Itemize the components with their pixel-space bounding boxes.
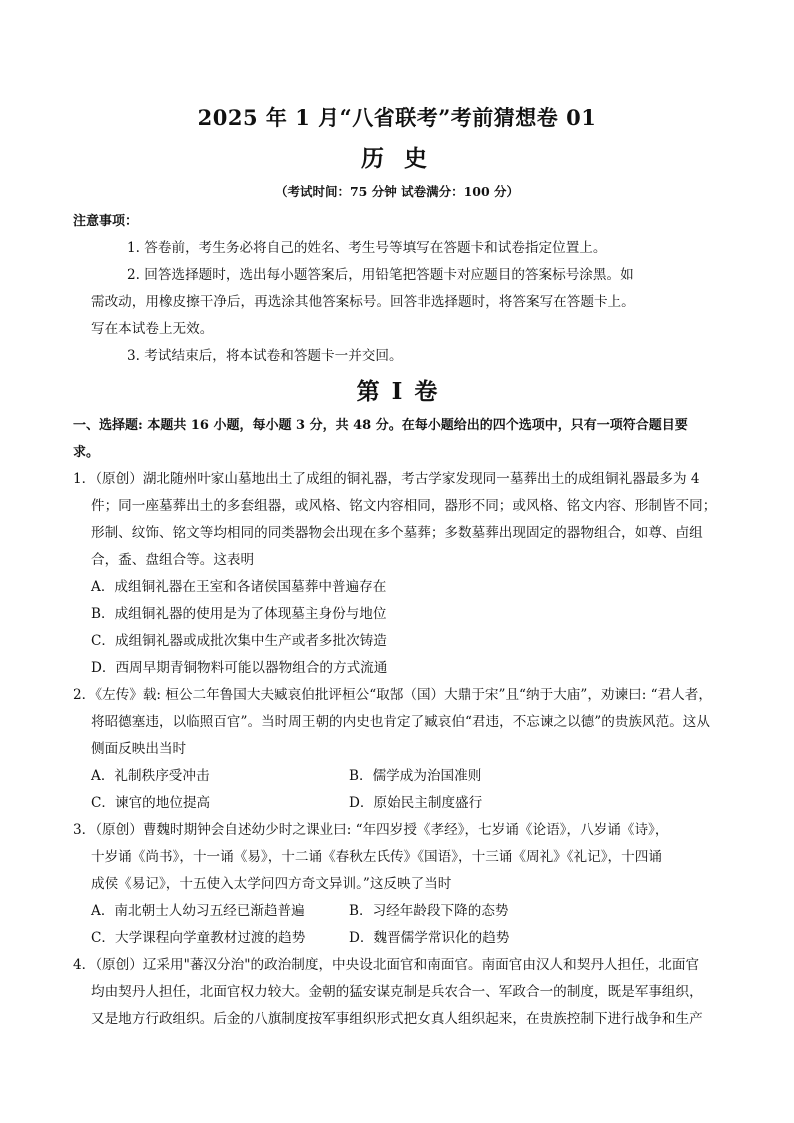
note-line: 3. 考试结束后，将本试卷和答题卡一并交回。	[127, 348, 403, 364]
question-3	[73, 817, 723, 952]
exam-info: （考试时间：75 分钟 试卷满分：100 分）	[274, 184, 520, 199]
option-b: B．儒学成为治国准则	[349, 768, 482, 784]
question-text: 3．（原创）曹魏时期钟会自述幼少时之课业曰: “年四岁授《孝经》，七岁诵《论语》，八岁诵《诗》，	[73, 822, 669, 838]
option-a: A．礼制秩序受冲击	[91, 768, 210, 784]
question-text: 形制、纹饰、铭文等均相同的同类器物会出现在多个墓葬；多数墓葬出现固定的器物组合，如尊、卣组	[91, 525, 703, 541]
option-a: A．成组铜礼器在王室和各诸侯国墓葬中普遍存在	[91, 579, 387, 595]
question-4	[73, 952, 723, 1033]
option-b: B．习经年龄段下降的态势	[349, 903, 509, 919]
question-1	[73, 466, 723, 682]
notes-title: 注意事项：	[73, 214, 139, 229]
exam-title: 2025 年 1 月“八省联考”考前猜想卷 01	[197, 105, 597, 130]
subject-title: 历 史	[360, 145, 433, 172]
option-d: D．西周早期青铜物料可能以器物组合的方式流通	[91, 660, 388, 676]
note-line: 需改动，用橡皮擦干净后，再选涂其他答案标号。回答非选择题时，将答案写在答题卡上。	[91, 294, 635, 310]
question-text: 均由契丹人担任，北面官权力较大。金朝的猛安谋克制是兵农合一、军政合一的制度，既是军事组织，	[91, 984, 703, 1000]
question-2	[73, 682, 723, 817]
note-line: 写在本试卷上无效。	[91, 321, 214, 337]
section-title: 第 I 卷	[356, 378, 440, 405]
question-text: 又是地方行政组织。后金的八旗制度按军事组织形式把女真人组织起来，在贵族控制下进行战争和生产	[91, 1011, 703, 1027]
option-d: D．魏晋儒学常识化的趋势	[349, 930, 510, 946]
note-line: 2. 回答选择题时，选出每小题答案后，用铅笔把答题卡对应题目的答案标号涂黑。如	[127, 267, 634, 283]
option-a: A．南北朝士人幼习五经已渐趋普遍	[91, 903, 305, 919]
question-text: 合，盉、盘组合等。这表明	[91, 552, 255, 568]
question-text: 2．《左传》载: 桓公二年鲁国大夫臧哀伯批评桓公“取郜（国）大鼎于宋”且“纳于大庙”，劝谏曰: “君人者，	[73, 687, 712, 703]
question-text: 将昭德塞违，以临照百官”。当时周王朝的内史也肯定了臧哀伯“君违，不忘谏之以德”的贵族风范。这从	[91, 714, 710, 730]
option-row	[73, 763, 723, 790]
option-b: B．成组铜礼器的使用是为了体现墓主身份与地位	[91, 606, 387, 622]
question-text: 件；同一座墓葬出土的多套组器，或风格、铭文内容相同，器形不同；或风格、铭文内容、形制皆不同；	[91, 498, 717, 514]
question-text: 4．（原创）辽采用"蕃汉分治"的政治制度，中央设北面官和南面官。南面官由汉人和契丹人担任，北面官	[73, 957, 700, 973]
question-text: 1．（原创）湖北随州叶家山墓地出土了成组的铜礼器，考古学家发现同一墓葬出土的成组铜礼器最多为 4	[73, 471, 700, 487]
question-text: 成侯《易记》，十五使入太学问四方奇文异训。”这反映了当时	[91, 876, 452, 892]
option-row	[73, 898, 723, 925]
option-row	[73, 925, 723, 952]
option-c: C．大学课程向学童教材过渡的趋势	[91, 930, 306, 946]
option-row	[73, 790, 723, 817]
question-text: 十岁诵《尚书》，十一诵《易》，十二诵《春秋左氏传》《国语》，十三诵《周礼》《礼记》，十四诵	[91, 849, 662, 865]
option-c: C．成组铜礼器或成批次集中生产或者多批次铸造	[91, 633, 387, 649]
exam-body	[73, 208, 723, 1033]
note-line: 1. 答卷前，考生务必将自己的姓名、考生号等填写在答题卡和试卷指定位置上。	[127, 240, 607, 256]
section-instruction: 一、选择题: 本题共 16 小题，每小题 3 分，共 48 分。在每小题给出的四个选项中，只有一项符合题目要	[73, 418, 688, 433]
question-text: 侧面反映出当时	[91, 741, 187, 757]
option-c: C．谏官的地位提高	[91, 795, 211, 811]
section-instruction: 求。	[73, 445, 100, 460]
option-d: D．原始民主制度盛行	[349, 795, 483, 811]
